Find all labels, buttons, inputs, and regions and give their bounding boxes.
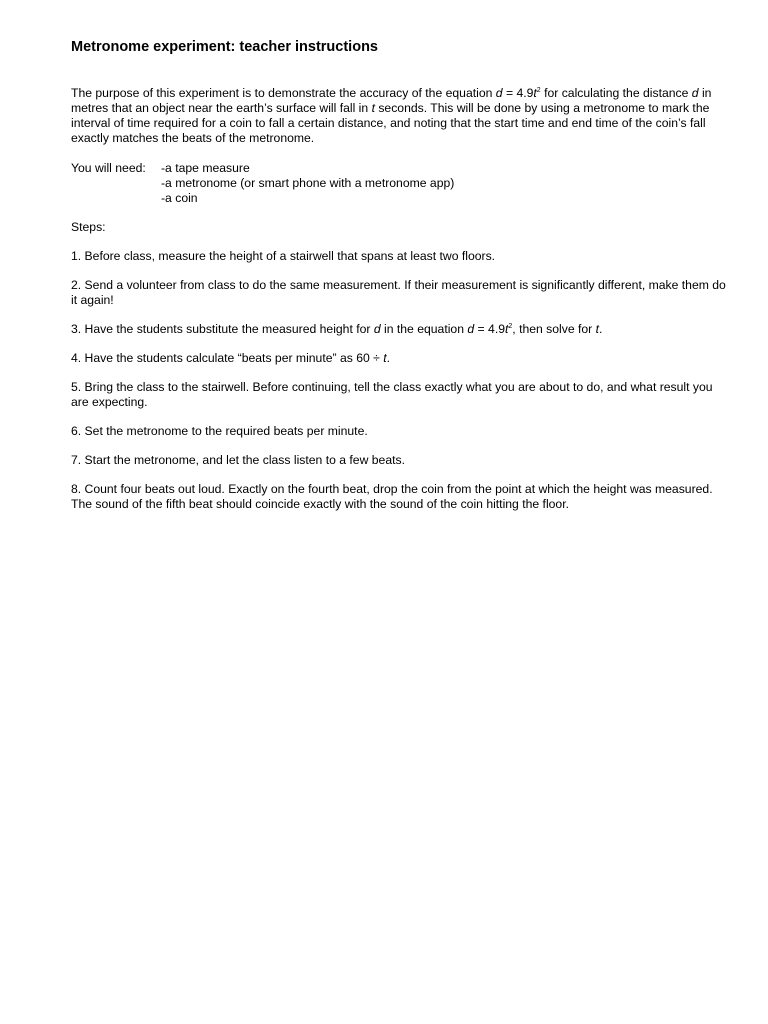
intro-text-2: = 4.9 (502, 86, 534, 100)
variable-d: d (691, 86, 699, 100)
intro-text-5: seconds. This will be done by using a metronome to mark the interval of time required for a coin to fall a certain distance, and noting that the start time and end time of the coin’s fall exactly matches the beats of the metronome. (71, 101, 710, 145)
document-page (71, 37, 731, 512)
variable-t: t (533, 86, 537, 100)
step-3-text-3: = 4.9 (474, 322, 505, 336)
step-3-text-1: 3. Have the students substitute the measured height for (71, 322, 374, 336)
materials-label: You will need: (71, 161, 146, 175)
step-6: 6. Set the metronome to the required beats per minute. (71, 424, 368, 438)
materials-list (161, 161, 454, 206)
materials-item: -a coin (161, 191, 198, 205)
steps-heading: Steps: (71, 220, 106, 234)
step-5: 5. Bring the class to the stairwell. Before continuing, tell the class exactly what you are about to do, and what result you are expecting. (71, 380, 713, 409)
step-3-text-4: , then solve for (512, 322, 596, 336)
intro-paragraph (71, 86, 731, 146)
intro-text-3: for calculating the distance (540, 86, 692, 100)
variable-t: t (505, 322, 509, 336)
materials-section (71, 161, 731, 206)
variable-t: t (371, 101, 375, 115)
intro-text-1: The purpose of this experiment is to demonstrate the accuracy of the equation (71, 86, 496, 100)
step-3-text-2: in the equation (380, 322, 468, 336)
exponent: 2 (536, 87, 541, 94)
document-title: Metronome experiment: teacher instructions (71, 39, 378, 55)
step-2: 2. Send a volunteer from class to do the same measurement. If their measurement is significantly different, make them do it again! (71, 278, 726, 307)
variable-d: d (373, 322, 381, 336)
variable-d: d (495, 86, 503, 100)
intro-text-4: in metres that an object near the earth’s surface will fall in (71, 86, 712, 115)
step-4-text-2: . (386, 351, 391, 365)
exponent: 2 (508, 323, 513, 330)
step-4 (71, 351, 731, 366)
variable-t: t (595, 322, 600, 336)
variable-d: d (467, 322, 475, 336)
materials-item: -a metronome (or smart phone with a metronome app) (161, 176, 455, 190)
step-1: 1. Before class, measure the height of a stairwell that spans at least two floors. (71, 249, 496, 263)
variable-t: t (383, 351, 387, 365)
step-7: 7. Start the metronome, and let the class listen to a few beats. (71, 453, 405, 467)
step-8: 8. Count four beats out loud. Exactly on the fourth beat, drop the coin from the point at which the height was measured. The sound of the fifth beat should coincide exactly with the sound of the coin hitting the floor. (71, 482, 713, 511)
step-3 (71, 322, 731, 337)
step-3-text-5: . (599, 322, 603, 336)
step-4-text-1: 4. Have the students calculate “beats per minute” as 60 ÷ (71, 351, 384, 365)
materials-item: -a tape measure (161, 161, 250, 175)
